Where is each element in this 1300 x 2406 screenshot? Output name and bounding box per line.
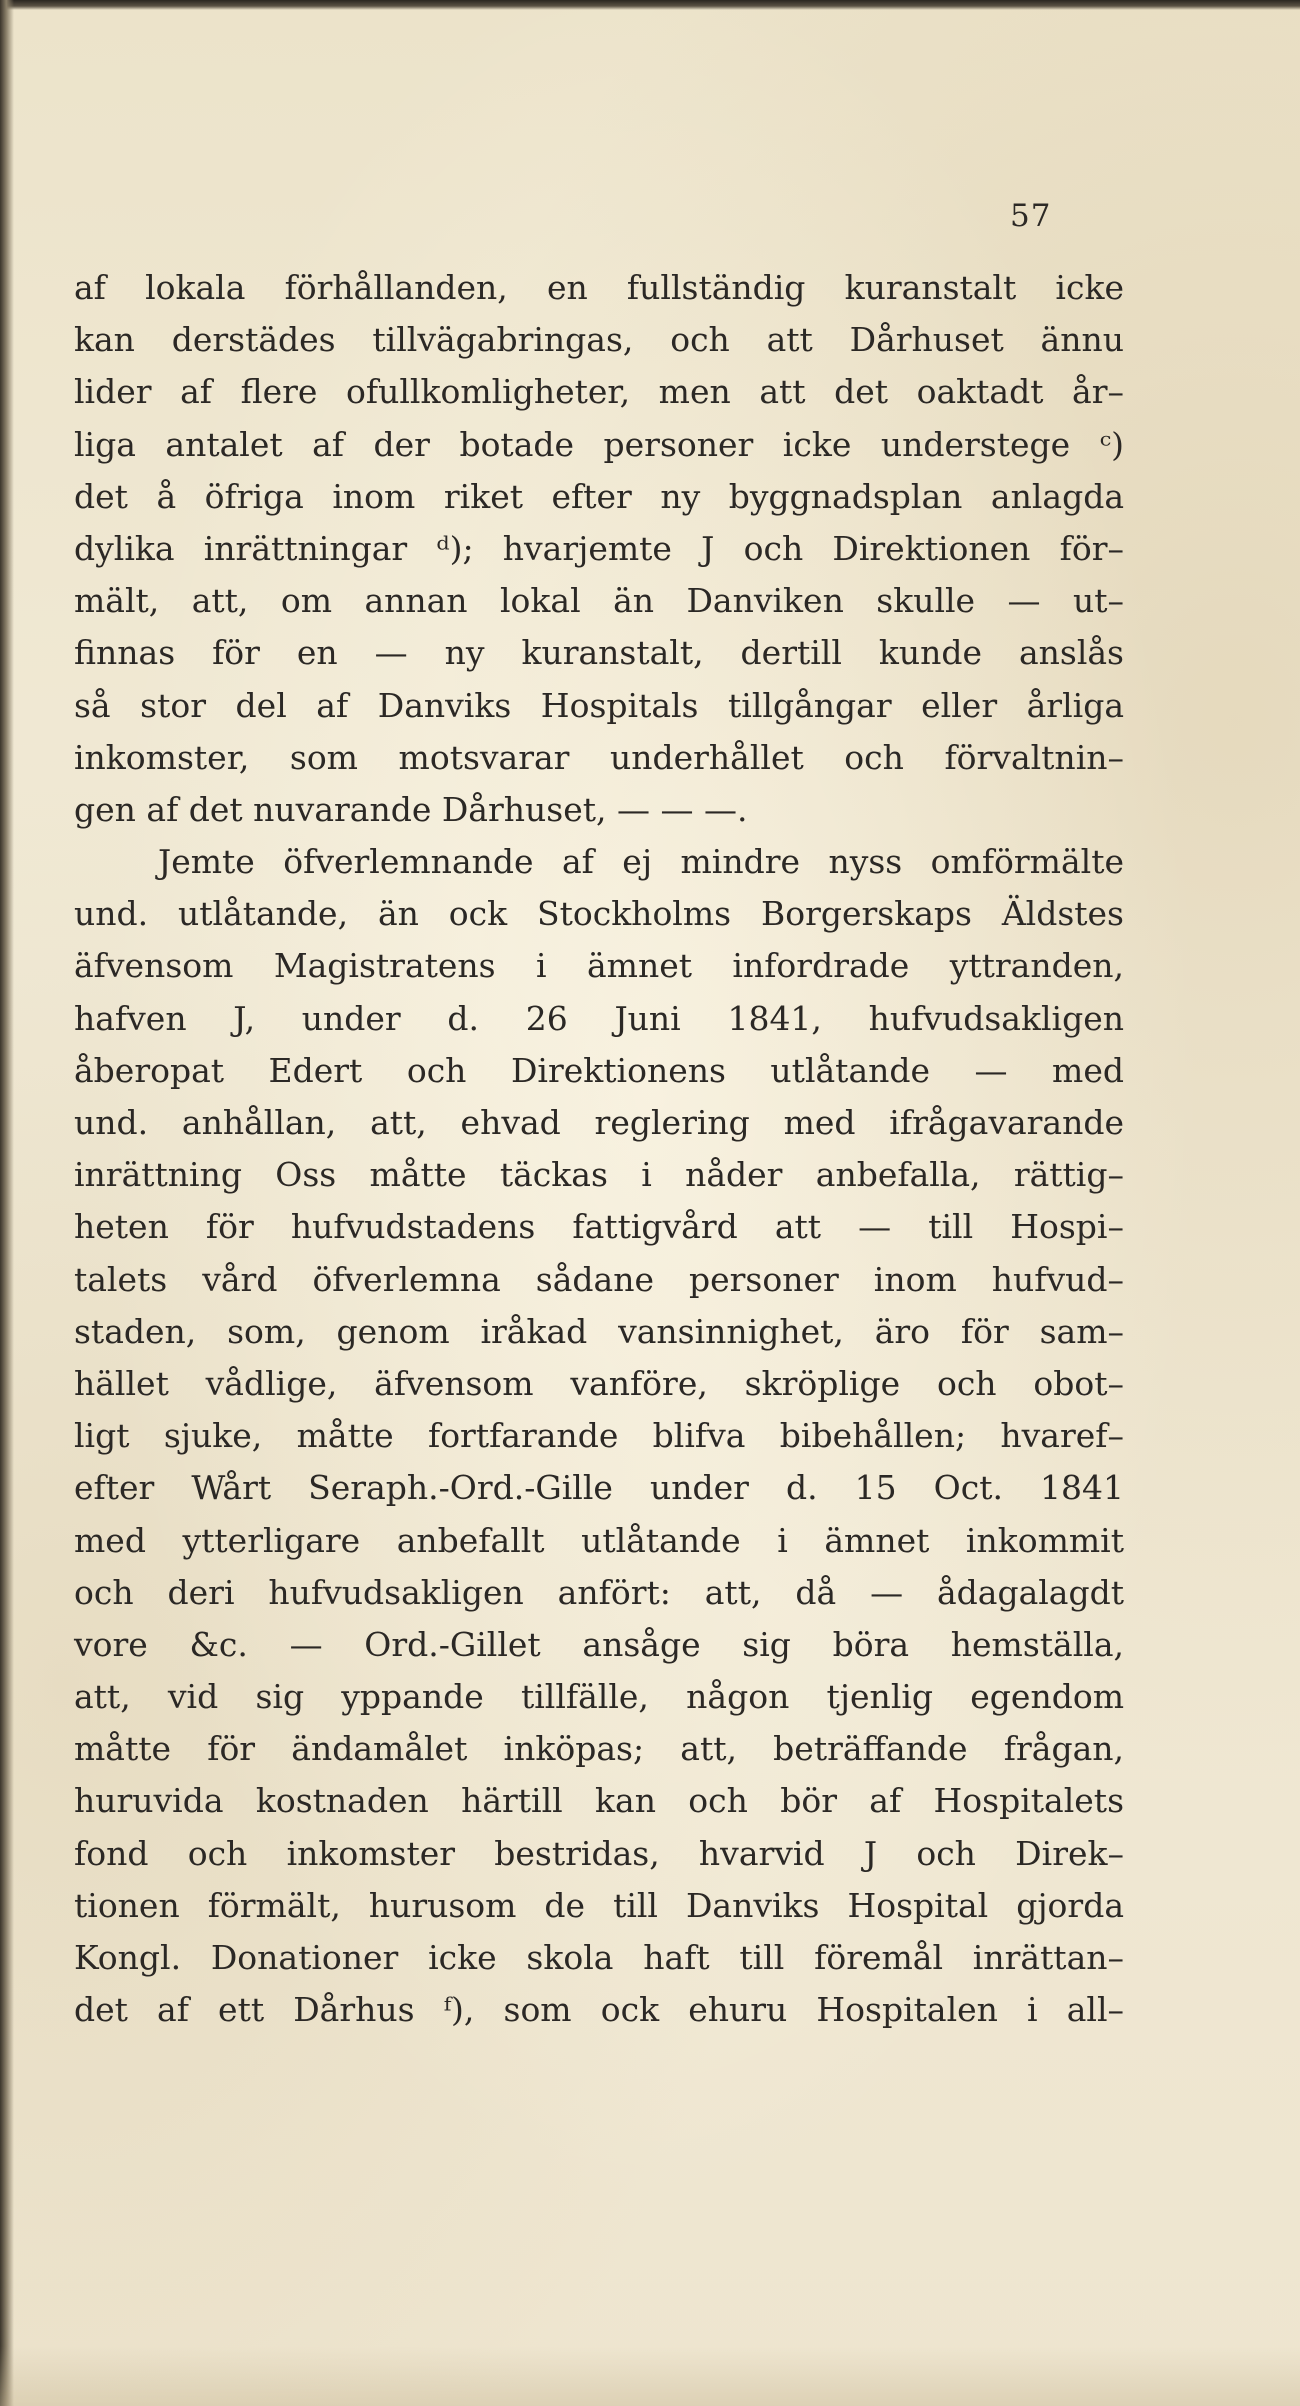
text-line: mält, att, om annan lokal än Danviken skulle — ut– xyxy=(74,581,1124,621)
text-line: huruvida kostnaden härtill kan och bör af Hospitalets xyxy=(74,1781,1124,1821)
text-line: heten för hufvudstadens fattigvård att — till Hospi– xyxy=(74,1207,1124,1247)
text-line: så stor del af Danviks Hospitals tillgångar eller årliga xyxy=(74,685,1124,725)
text-line: Kongl. Donationer icke skola haft till föremål inrättan– xyxy=(74,1938,1124,1977)
text-line: inrättning Oss måtte täckas i nåder anbefalla, rättig– xyxy=(74,1155,1124,1195)
text-line: äfvensom Magistratens i ämnet infordrade yttranden, xyxy=(74,946,1124,986)
text-line: inkomster, som motsvarar underhållet och förvaltnin– xyxy=(74,737,1124,777)
text-line: med ytterligare anbefallt utlåtande i ämnet inkommit xyxy=(74,1520,1124,1560)
text-line: det å öfriga inom riket efter ny byggnadsplan anlagda xyxy=(74,476,1124,516)
text-line: und. anhållan, att, ehvad reglering med ifrågavarande xyxy=(74,1103,1124,1142)
text-line: det af ett Dårhus ᶠ), som ock ehuru Hospitalen i all– xyxy=(74,1990,1124,2030)
text-line: måtte för ändamålet inköpas; att, beträffande frågan, xyxy=(74,1729,1124,1769)
text-line: fond och inkomster bestridas, hvarvid J och Direk– xyxy=(74,1833,1124,1873)
text-line: liga antalet af der botade personer icke understege ᶜ) xyxy=(74,424,1124,464)
text-line: ligt sjuke, måtte fortfarande blifva bibehållen; hvaref– xyxy=(74,1416,1124,1456)
text-line: af lokala förhållanden, en fullständig kuranstalt icke xyxy=(74,268,1124,307)
text-line: tionen förmält, hurusom de till Danviks Hospital gjorda xyxy=(74,1885,1124,1925)
text-line: dylika inrättningar ᵈ); hvarjemte J och Direktionen för– xyxy=(74,528,1124,568)
text-line: finnas för en — ny kuranstalt, dertill kunde anslås xyxy=(74,633,1124,673)
text-line: staden, som, genom iråkad vansinnighet, äro för sam– xyxy=(74,1311,1124,1351)
text-line: gen af det nuvarande Dårhuset, — — —. xyxy=(74,789,748,829)
text-line: att, vid sig yppande tillfälle, någon tjenlig egendom xyxy=(74,1677,1124,1717)
page-number: 57 xyxy=(1010,198,1052,234)
text-line: efter Wårt Seraph.-Ord.-Gille under d. 15 Oct. 1841 xyxy=(74,1468,1124,1508)
page-left-edge xyxy=(0,0,14,2406)
text-line: talets vård öfverlemna sådane personer inom hufvud– xyxy=(74,1259,1124,1299)
text-line: und. utlåtande, än ock Stockholms Borgerskaps Äldstes xyxy=(74,894,1124,934)
body-text xyxy=(74,262,1124,2036)
text-line: lider af flere ofullkomligheter, men att det oaktadt år– xyxy=(74,372,1124,412)
text-line: Jemte öfverlemnande af ej mindre nyss omförmälte xyxy=(158,842,1124,882)
text-line: åberopat Edert och Direktionens utlåtande — med xyxy=(74,1050,1124,1090)
text-line: hället vådlige, äfvensom vanföre, skröplige och obot– xyxy=(74,1363,1124,1403)
page-top-edge xyxy=(0,0,1300,10)
page-bottom-shade xyxy=(0,2346,1300,2406)
text-line: hafven J, under d. 26 Juni 1841, hufvudsakligen xyxy=(74,998,1124,1038)
text-line: kan derstädes tillvägabringas, och att Dårhuset ännu xyxy=(74,320,1124,360)
text-line: och deri hufvudsakligen anfört: att, då — ådagalagdt xyxy=(74,1572,1124,1612)
text-line: vore &c. — Ord.-Gillet ansåge sig böra hemställa, xyxy=(74,1624,1124,1664)
